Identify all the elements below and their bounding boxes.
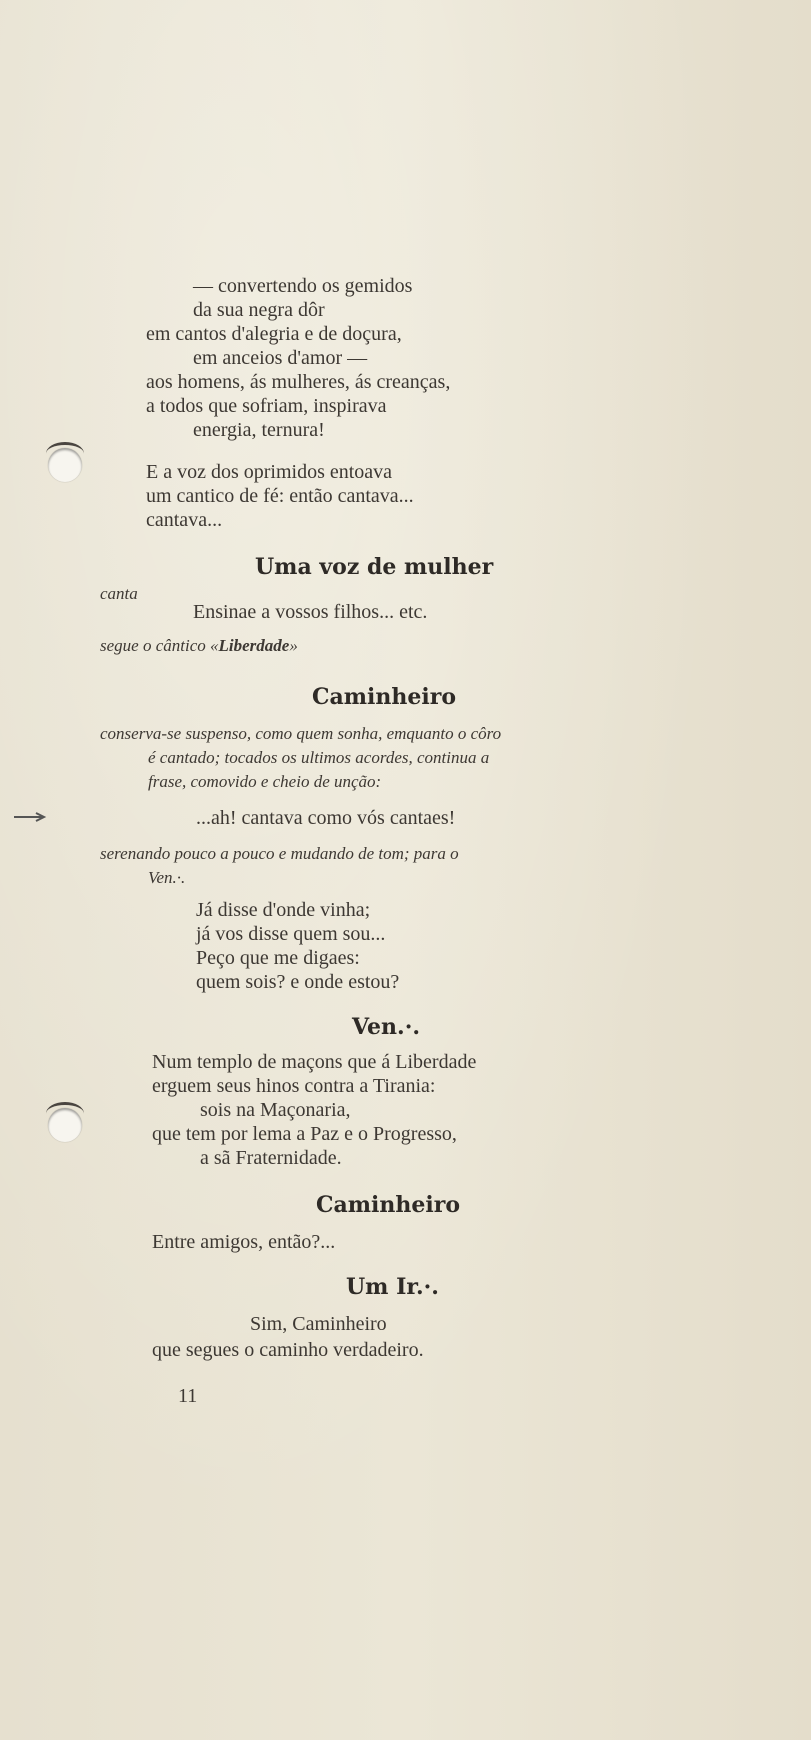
speaker-heading: Uma voz de mulher [255,554,494,580]
verse-line: da sua negra dôr [193,299,325,321]
verse-line: um cantico de fé: então cantava... [146,485,414,507]
stage-direction: serenando pouco a pouco e mudando de tom; para o [100,844,459,863]
verse-line: Já disse d'onde vinha; [196,899,371,921]
verse-line: que tem por lema a Paz e o Progresso, [152,1123,457,1145]
verse-line: quem sois? e onde estou? [196,971,400,993]
verse-line: erguem seus hinos contra a Tirania: [152,1075,436,1097]
binding-hole-icon [48,448,82,482]
verse-line: que segues o caminho verdadeiro. [152,1339,424,1361]
verse-line: ...ah! cantava como vós cantaes! [196,807,456,829]
verse-line: — convertendo os gemidos [193,275,413,297]
verse-line: Num templo de maçons que á Liberdade [152,1051,477,1073]
stage-direction: canta [100,584,138,603]
verse-line: a sã Fraternidade. [200,1147,342,1169]
speaker-heading: Caminheiro [316,1192,461,1218]
stage-direction: segue o cântico «Liberdade» [100,636,298,655]
verse-line: já vos disse quem sou... [196,923,386,945]
speaker-heading: Ven.·. [352,1014,421,1040]
verse-line: Ensinae a vossos filhos... etc. [193,601,428,623]
verse-line: a todos que sofriam, inspirava [146,395,387,417]
verse-line: aos homens, ás mulheres, ás creanças, [146,371,451,393]
speaker-heading: Um Ir.·. [346,1274,439,1300]
speaker-heading: Caminheiro [312,684,457,710]
page-number: 11 [178,1385,198,1407]
verse-line: sois na Maçonaria, [200,1099,351,1121]
binding-hole-icon [48,1108,82,1142]
verse-line: em cantos d'alegria e de doçura, [146,323,402,345]
verse-line: Sim, Caminheiro [250,1313,387,1335]
verse-line: energia, ternura! [193,419,325,441]
verse-line: E a voz dos oprimidos entoava [146,461,393,483]
stage-direction: é cantado; tocados os ultimos acordes, continua a [148,748,490,767]
stage-direction: conserva-se suspenso, como quem sonha, emquanto o côro [100,724,502,743]
stage-direction: Ven.·. [148,868,186,887]
stage-direction: frase, comovido e cheio de unção: [148,772,382,791]
verse-line: Peço que me digaes: [196,947,360,969]
verse-line: cantava... [146,509,223,531]
verse-line: Entre amigos, então?... [152,1231,336,1253]
verse-line: em anceios d'amor — [193,347,368,369]
margin-mark-icon [14,812,50,822]
